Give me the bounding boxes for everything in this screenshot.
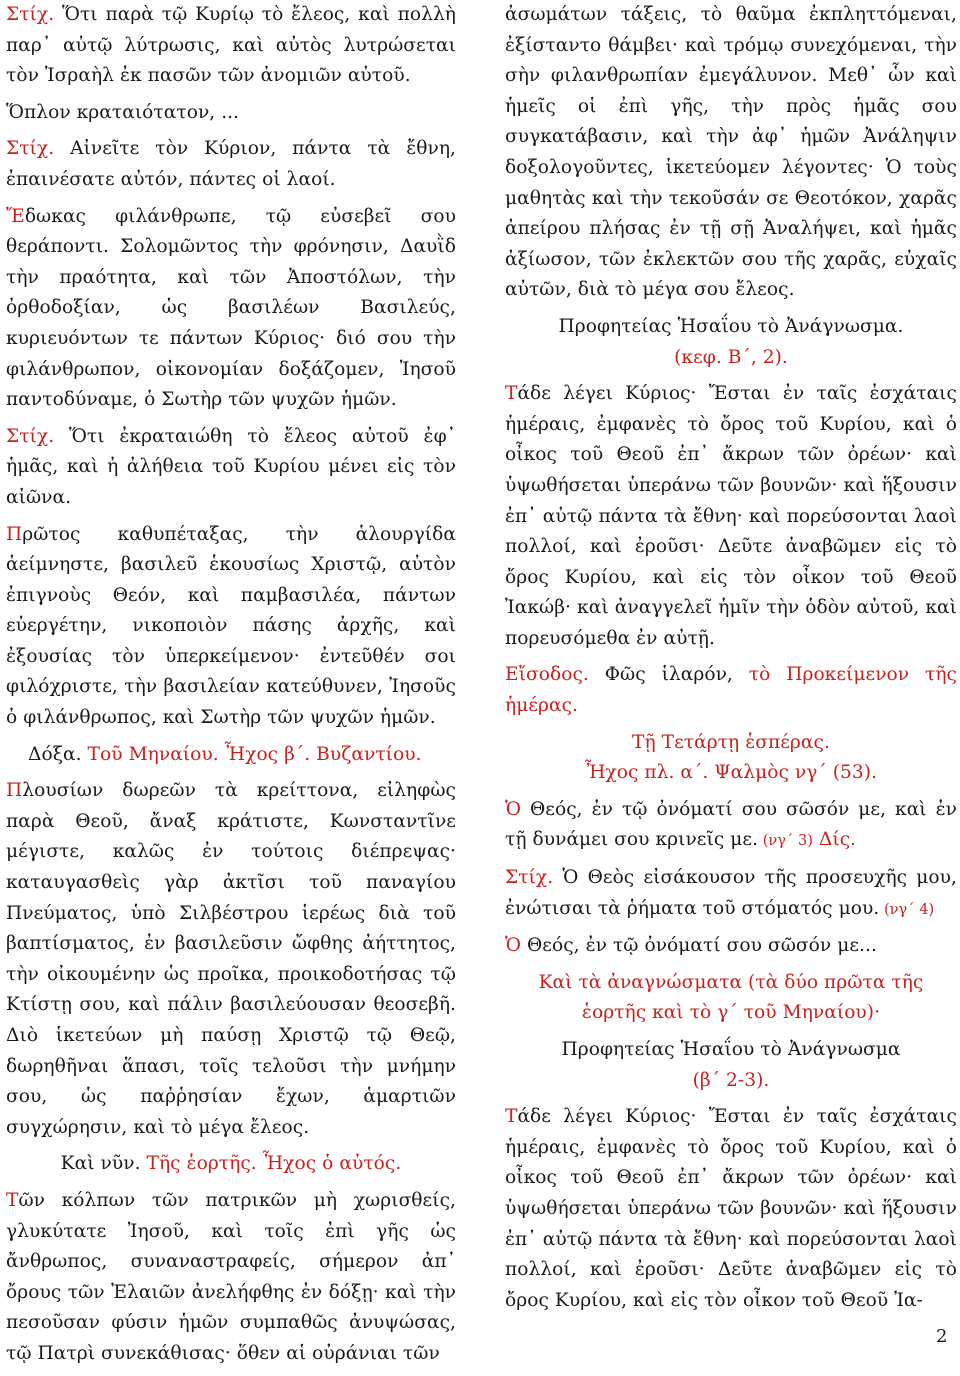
rubric-red: τὸ Προκείμενον τῆς ἡμέρας. [505,664,957,717]
reading-reference: (κεφ. Β΄, 2). [674,346,788,368]
reading-heading [505,312,957,373]
heading-black: Δόξα. [28,743,82,765]
reading-paragraph [505,1102,957,1316]
prokeimenon-text: Θεός, ἐν τῷ ὀνόματί σου σῶσόν με, καὶ ἐν τῇ δυνάμει σου κρινεῖς με. [505,798,957,851]
hymn-text: δωκας φιλάνθρωπε, τῷ εὐσεβεῖ σου θεράποντι. Σολομῶντος τὴν φρόνησιν, Δαυῒδ τὴν πραότητα, καὶ τῶν Ἀποστόλων, τὴν ὀρθοδοξίαν, ὡς βασιλέων Βασιλεύς, κυριευόντων τε πάντων Κύριος· διό σου τὴν φιλάνθρωπον, οἰκονομίαν δοξάζομεν, Ἰησοῦ παντοδύναμε, ὁ Σωτὴρ τῶν ψυχῶν ἡμῶν. [6,205,456,411]
reading-text: άδε λέγει Κύριος· Ἔσται ἐν ταῖς ἐσχάταις ἡμέραις, ἐμφανὲς τὸ ὄρος τοῦ Κυρίου, καὶ ὁ οἶκος τοῦ Θεοῦ ἐπ᾽ ἄκρων τῶν ὀρέων· καὶ ὑψωθήσεται ὑπεράνω τῶν βουνῶν· καὶ ἥξουσιν ἐπ᾽ αὐτῷ πάντα τὰ ἔθνη· καὶ πορεύσονται λαοὶ πολλοί, καὶ ἐροῦσι· Δεῦτε ἀναβῶμεν εἰς τὸ ὄρος Κυρίου, καὶ εἰς τὸν οἶκον τοῦ Θεοῦ Ἰακώβ· καὶ ἀναγγελεῖ ἡμῖν τὴν ὁδὸν αὐτοῦ, καὶ πορευσόμεθα ἐν αὐτῇ. [505,383,957,649]
hymn-text: λουσίων δωρεῶν τὰ κρείττονα, εἰληφὼς παρὰ Θεοῦ, ἄναξ κράτιστε, Κωνσταντῖνε μέγιστε, καλῶς ἐν τούτοις διέπρεψας· καταυγασθεὶς γὰρ ἀκτῖσι τοῦ παναγίου Πνεύματος, ὑπὸ Σιλβέστρου ἱερέως διὰ τοῦ βαπτίσματος, ἐν βασιλεῦσιν ὤφθης ἀήττητος, τὴν οἰκουμένην ὡς προῖκα, προικοδοτήσας τῷ Κτίστῃ σου, καὶ πάλιν βασιλεύουσαν θεοσεβῆ. Διὸ ἱκετεύων μὴ παύσῃ Χριστῷ τῷ Θεῷ, δωρηθῆναι ἅπασι, τοῖς τελοῦσι τὴν μνήμην σου, ὡς παῤῥησίαν ἔχων, ἁμαρτιῶν συγχώρησιν, καὶ τὸ μέγα ἔλεος. [6,780,456,1138]
reading-text: άδε λέγει Κύριος· Ἔσται ἐν ταῖς ἐσχάταις ἡμέραις, ἐμφανὲς τὸ ὄρος τοῦ Κυρίου, καὶ ὁ οἶκος τοῦ Θεοῦ ἐπ᾽ ἄκρων τῶν ὀρέων· καὶ ὑψωθήσεται ὑπεράνω τῶν βουνῶν· καὶ ἥξουσιν ἐπ᾽ αὐτῷ πάντα τὰ ἔθνη· καὶ πορεύσονται λαοὶ πολλοί, καὶ ἐροῦσι· Δεῦτε ἀναβῶμεν εἰς τὸ ὄρος Κυρίου, καὶ εἰς τὸν οἶκον τοῦ Θεοῦ Ἰα- [505,1106,957,1311]
reading-title: Προφητείας Ἡσαΐου τὸ Ἀνάγνωσμα. [558,315,904,337]
heading-black: Καὶ νῦν. [60,1153,141,1175]
initial-letter: Τ [505,1106,518,1128]
verse-text: Ὁ Θεὸς εἰσάκουσον τῆς προσευχῆς μου, ἐνώτισαι τὰ ῥήματα τοῦ στόματός μου. [505,867,957,919]
verse-reference: (νγ΄ 3) [758,833,813,850]
hymn-paragraph [6,520,456,734]
prokeimenon-paragraph [505,931,957,962]
verse-paragraph [6,422,456,514]
initial-letter: Τ [6,1189,19,1211]
verse-text: Αἰνεῖτε τὸν Κύριον, πάντα τὰ ἔθνη, ἐπαινέσατε αὐτόν, πάντες οἱ λαοί. [6,138,456,190]
initial-letter: Ὁ [505,935,522,957]
verse-text: Ὅτι ἐκραταιώθη τὸ ἔλεος αὐτοῦ ἐφ᾽ ἡμᾶς, καὶ ἡ ἀλήθεια τοῦ Κυρίου μένει εἰς τὸν αἰῶνα. [6,425,456,508]
hymn-text: ῶν κόλπων τῶν πατρικῶν μὴ χωρισθείς, γλυκύτατε Ἰησοῦ, καὶ τοῖς ἐπὶ γῆς ὡς ἄνθρωπος, συναναστραφείς, σήμερον ἀπ᾽ ὄρους τῶν Ἐλαιῶν ἀνελήφθης ἐν δόξῃ· καὶ τὴν πεσοῦσαν φύσιν ἡμῶν συμπαθῶς ἀνυψώσας, τῷ Πατρὶ συνεκάθισας· ὅθεν αἱ οὐράνιαι τῶν [6,1189,456,1364]
reading-reference: (β΄ 2-3). [692,1069,770,1091]
heading-line: Ἦχος πλ. α΄. Ψαλμὸς νγ΄ (53). [584,762,878,784]
hymn-continuation: ἀσωμάτων τάξεις, τὸ θαῦμα ἐκπληττόμεναι, ἐξίσταντο θάμβει· καὶ τρόμῳ συνεχόμεναι, τὴν σὴν φιλανθρωπίαν ἐμεγάλυνον. Μεθ᾽ ὧν καὶ ἡμεῖς οἱ ἐπὶ γῆς, τὴν πρὸς ἡμᾶς σου συγκατάβασιν, καὶ τὴν ἀφ᾽ ἡμῶν Ἀνάληψιν δοξολογοῦντες, ἱκετεύομεν λέγοντες· Ὁ τοὺς μαθητὰς καὶ τὴν τεκοῦσάν σε Θεοτόκον, χαρᾶς ἀπείρου πλήσας ἐν τῇ σῇ Ἀναλήψει, καὶ ἡμᾶς ἀξίωσον, τῶν ἐκλεκτῶν σου τῆς χαρᾶς, εὐχαῖς αὐτῶν, διὰ τὸ μέγα σου ἔλεος. [505,4,957,301]
rubric-red: Εἴσοδος. [505,664,589,686]
verse-paragraph [6,134,456,195]
verse-text: Ὅτι παρὰ τῷ Κυρίῳ τὸ ἔλεος, καὶ πολλὴ παρ᾽ αὐτῷ λύτρωσις, καὶ αὐτὸς λυτρώσεται τὸν Ἰσραὴλ ἐκ πασῶν τῶν ἀνομιῶν αὐτοῦ. [6,4,456,87]
initial-letter: Ὁ [505,798,522,820]
hymn-text: ρῶτος καθυπέταξας, τὴν ἁλουργίδα ἀείμνηστε, βασιλεῦ ἑκουσίως Χριστῷ, αὐτὸν ἐπιγνοὺς Θεόν, καὶ παμβασιλέα, πάντων εὐεργέτην, νικοποιὸν πάσης ἀρχῆς, καὶ ἐξουσίας τὸν ὑπερκείμενον· ἐντεῦθέν σοι φιλόχριστε, τὴν βασιλείαν κατεύθυνεν, Ἰησοῦς ὁ φιλάνθρωπος, καὶ Σωτὴρ τῶν ψυχῶν ἡμῶν. [6,523,456,729]
reading-paragraph [505,379,957,654]
right-column [505,0,957,1322]
reading-heading [505,1035,957,1096]
initial-letter: Τ [505,383,518,405]
heading-line: Τῇ Τετάρτῃ ἑσπέρας. [632,731,830,753]
verse-paragraph [505,863,957,925]
hymn-paragraph [6,202,456,416]
left-column [6,0,456,1376]
heading-red: Τῆς ἑορτῆς. Ἦχος ὁ αὐτός. [140,1153,402,1175]
verse-label: Στίχ. [6,4,55,25]
rubric-black: Φῶς ἱλαρόν, [588,664,733,686]
repeat-marker: Δίς. [812,829,857,851]
rubric-heading [6,740,456,771]
verse-label: Στίχ. [6,425,55,447]
initial-letter: Ἔ [6,205,25,227]
rubric-line [505,660,957,721]
verse-label: Στίχ. [505,867,554,889]
page-number: 2 [936,1326,948,1347]
hymn-paragraph [6,1186,456,1370]
reading-title: Προφητείας Ἡσαΐου τὸ Ἀνάγνωσμα [561,1039,901,1060]
heading-red: Τοῦ Μηναίου. Ἦχος β΄. Βυζαντίου. [81,743,422,765]
verse-reference: (νγ΄ 4) [879,901,935,918]
rubric-heading [6,1149,456,1180]
initial-letter: Π [6,523,23,545]
verse-label: Στίχ. [6,138,55,160]
prokeimenon-heading [505,728,957,789]
hymn-paragraph [6,776,456,1143]
verse-paragraph [6,0,456,92]
prokeimenon-text: Θεός, ἐν τῷ ὀνόματί σου σῶσόν με... [521,935,877,957]
hymn-incipit: Ὅπλον κραταιότατον, ... [6,101,240,123]
prokeimenon-paragraph [505,795,957,857]
readings-rubric: Καὶ τὰ ἀναγνώσματα (τὰ δύο πρῶτα τῆς ἑορτῆς καὶ τὸ γ΄ τοῦ Μηναίου)· [538,971,924,1024]
initial-letter: Π [6,780,23,802]
